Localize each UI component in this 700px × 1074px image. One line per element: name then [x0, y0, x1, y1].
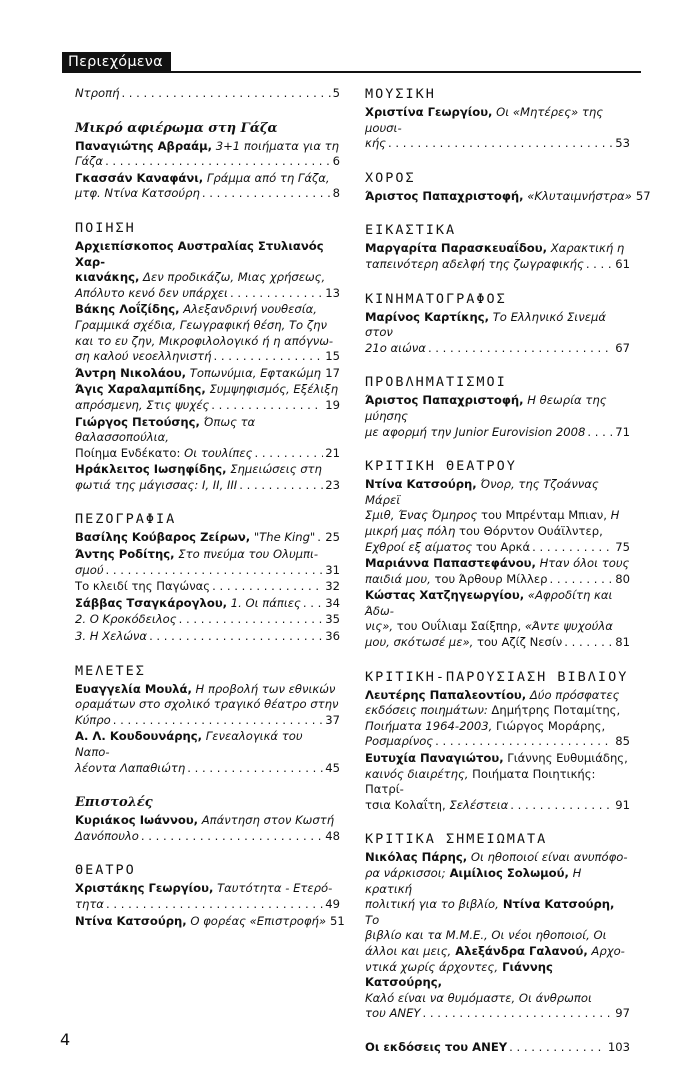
entry-page: 75: [615, 540, 630, 556]
entry-page: 85: [615, 734, 630, 750]
entry-author: Αρχιεπίσκοπος Αυστραλίας Στυλιανός Χαρ-: [75, 239, 340, 270]
entry-page: 48: [325, 829, 340, 845]
entry-title: απρόσμενη, Στις ψυχές: [75, 398, 209, 414]
dot-leader: [509, 1040, 606, 1056]
section-heading: Επιστολές: [75, 794, 340, 811]
dot-leader: [317, 530, 323, 546]
entry-author: Α. Λ. Κουδουνάρης,: [75, 729, 202, 743]
entry-title: άλλοι και μεις,: [365, 944, 451, 958]
entry-title: 3+1 ποιήματα για τη: [216, 139, 339, 153]
entry-author: Χριστάκης Γεωργίου,: [75, 881, 213, 895]
dot-leader: [202, 186, 331, 202]
section-heading: ΠΟΙΗΣΗ: [75, 220, 340, 237]
entry-title: "The King": [254, 530, 315, 544]
entry-title: Οι τουλίπες: [184, 446, 252, 460]
entry-title: Το Ελληνικό Σινεμά στον: [365, 310, 606, 340]
dot-leader: [428, 341, 613, 357]
entry-author: Κώστας Χατζηγεωργίου,: [365, 588, 524, 602]
entry-author: Άντρη Νικολάου,: [75, 366, 186, 380]
entry-author: Παναγιώτης Αβραάμ,: [75, 139, 212, 153]
entry-author: Νικόλας Πάρης,: [365, 850, 467, 864]
entry-title: Ένας Όμηρος: [398, 508, 477, 522]
toc-entry[interactable]: [75, 682, 340, 729]
toc-entry[interactable]: [365, 850, 630, 1022]
entry-title: παιδιά μου,: [365, 572, 431, 586]
section-eikastika: [365, 222, 630, 272]
dot-leader: [179, 612, 324, 628]
entry-title: Χαρακτική η: [551, 241, 625, 255]
entry-title: «Αφροδίτη και Άδω-: [365, 588, 612, 618]
entry-page: 25: [325, 530, 340, 546]
section-heading: ΜΟΥΣΙΚΗ: [365, 86, 630, 103]
section-poiisi: [75, 220, 340, 494]
toc-entry[interactable]: [75, 239, 340, 301]
entry-author: Άγις Χαραλαμπίδης,: [75, 382, 206, 396]
entry-title: Δανόπουλο: [75, 829, 139, 845]
entry-title: Ντροπή: [75, 86, 119, 102]
section-kritiki-theatrou: [365, 458, 630, 651]
entry-author: Ντίνα Κατσούρη,: [365, 477, 477, 491]
entry-title: Απάντηση στον Κωστή: [202, 813, 334, 827]
toc-entry[interactable]: [75, 579, 340, 595]
entry-title: Γάζα: [75, 154, 103, 170]
entry-page: 71: [615, 425, 630, 441]
toc-entry[interactable]: [75, 547, 340, 578]
entry-page: 51: [330, 914, 345, 930]
entry-author: Άντης Ροδίτης,: [75, 547, 175, 561]
entry-author: Χριστίνα Γεωργίου,: [365, 105, 492, 119]
entry-page: 36: [325, 629, 340, 645]
dot-leader: [212, 579, 323, 595]
entry-author: Ευτυχία Παναγιώτου,: [365, 751, 504, 765]
entry-text: του Αζίζ Νεσίν: [473, 635, 562, 649]
dot-leader: [106, 563, 324, 579]
entry-text: του Αρκά: [472, 540, 530, 554]
entry-text: τσια Κολαΐτη,: [365, 798, 446, 812]
dot-leader: [532, 540, 613, 556]
entry-author: Μαριάννα Παπαστεφάνου,: [365, 556, 536, 570]
section-heading: ΚΙΝΗΜΑΤΟΓΡΑΦΟΣ: [365, 291, 630, 308]
entry-author: Γιάννης Κατσούρης,: [365, 960, 553, 990]
section-heading: ΠΕΖΟΓΡΑΦΙΑ: [75, 511, 340, 528]
entry-page: 81: [615, 635, 630, 651]
entry-title: εκδόσεις ποιημάτων:: [365, 703, 488, 717]
entry-title: Αρχο-: [588, 944, 625, 958]
toc-entry[interactable]: [75, 382, 340, 413]
entry-title: Απόλυτο κενό δεν υπάρχει: [75, 286, 228, 302]
toc-entry[interactable]: [75, 629, 340, 645]
entry-title: βιβλίο και τα Μ.Μ.Ε., Οι νέοι ηθοποιοί, Οι: [365, 928, 630, 944]
entry-author: Μαρίνος Καρτίκης,: [365, 310, 489, 324]
left-column: [75, 86, 340, 947]
toc-entry[interactable]: [365, 105, 630, 152]
entry-page: 80: [615, 572, 630, 588]
entry-title: Σμιθ,: [365, 508, 394, 522]
entry-page: 97: [615, 1006, 630, 1022]
entry-text: του Άρθουρ Μίλλερ: [431, 572, 548, 586]
entry-title: Ποιήματα 1964-2003,: [365, 719, 492, 733]
dot-leader: [213, 349, 323, 365]
contents-tab: Περιεχόμενα: [62, 52, 171, 72]
dot-leader: [564, 635, 613, 651]
entry-page: 103: [608, 1040, 630, 1056]
section-kinimatografos: [365, 291, 630, 357]
entry-title: Η κρατική: [365, 866, 581, 896]
entry-page: 19: [325, 398, 340, 414]
section-kritiki-vivliou: [365, 669, 630, 814]
entry-title: ση καλού νεοελληνιστή: [75, 349, 211, 365]
toc-entry[interactable]: [75, 302, 340, 364]
entry-title: Καλό είναι να θυμόμαστε, Οι άνθρωποι: [365, 991, 630, 1007]
entry-title: Ροσμαρίνος: [365, 734, 433, 750]
entry-author: Γκασσάν Καναφάνι,: [75, 171, 203, 185]
entry-title: Συμψηφισμός, Εξέλιξη: [209, 382, 338, 396]
entry-text: Δημήτρης Ποταμίτης,: [488, 703, 620, 717]
entry-page: 45: [325, 761, 340, 777]
entry-page: 8: [333, 186, 340, 202]
entry-page: 57: [636, 189, 651, 205]
entry-page: 37: [325, 713, 340, 729]
section-heading: ΠΡΟΒΛΗΜΑΤΙΣΜΟΙ: [365, 374, 630, 391]
entry-title: Η: [607, 508, 619, 522]
entry-title: Δεν προδικάζω, Μιας χρήσεως,: [143, 270, 325, 284]
dot-leader: [149, 629, 323, 645]
dot-leader: [105, 154, 331, 170]
entry-page: 53: [615, 136, 630, 152]
dot-leader: [239, 478, 323, 494]
right-column: [365, 86, 630, 1074]
section-heading: ΧΟΡΟΣ: [365, 170, 630, 187]
entry-title: «Κλυταιμνήστρα»: [527, 189, 632, 203]
dot-leader: [211, 398, 323, 414]
entry-title: τητα: [75, 897, 104, 913]
entry-title: Η θεωρία της μύησης: [365, 393, 607, 423]
section-heading: Μικρό αφιέρωμα στη Γάζα: [75, 120, 340, 137]
toc-entry[interactable]: [365, 477, 630, 555]
toc-entry[interactable]: [365, 588, 630, 650]
entry-title: και το ευ ζην, Μικροφιλολογικό ή η απόγνω-: [75, 334, 340, 350]
entry-text: του Θόρντον Ουάϊλντερ,: [455, 524, 602, 538]
entry-title: Ταυτότητα - Ετερό-: [217, 881, 332, 895]
dot-leader: [586, 257, 613, 273]
entry-title: φωτιά της μάγισσας: I, II, III: [75, 478, 237, 494]
entry-title: Στο πνεύμα του Ολυμπι-: [178, 547, 318, 561]
entry-author: Άριστος Παπαχριστοφή,: [365, 189, 524, 203]
dot-leader: [550, 572, 614, 588]
entry-title: Σημειώσεις στη: [230, 462, 322, 476]
entry-author: κιανάκης,: [75, 270, 139, 284]
entry-title: Το: [365, 913, 379, 927]
section-pezografia: [75, 511, 340, 644]
entry-page: 5: [333, 86, 340, 102]
entry-title: Τοπωνύμια, Εφτακώμη: [190, 366, 321, 380]
entry-page: 6: [333, 154, 340, 170]
toc-entry[interactable]: [75, 139, 340, 170]
dot-leader: [254, 446, 323, 462]
toc-entry[interactable]: [75, 462, 340, 493]
toc-entry[interactable]: [365, 241, 630, 272]
entry-page: 23: [325, 478, 340, 494]
entry-title: Οι «Μητέρες» της μουσι-: [365, 105, 603, 135]
entry-title: Δύο πρόσφατες: [530, 688, 620, 702]
entry-title: Όπως τα θαλασσοπούλια,: [75, 415, 255, 445]
entry-title: Αλεξανδρινή νουθεσία,: [183, 302, 317, 316]
entry-title: κής: [365, 136, 386, 152]
contents-header: [62, 52, 641, 72]
toc-entry[interactable]: [75, 881, 340, 912]
entry-author: Ηράκλειτος Ιωσηφίδης,: [75, 462, 227, 476]
entry-author: Ντίνα Κατσούρη,: [499, 897, 615, 911]
entry-title: Το κλειδί της Παγώνας: [75, 579, 210, 595]
entry-page: 67: [615, 341, 630, 357]
entry-page: 21: [325, 446, 340, 462]
entry-title: Ο φορέας «Επιστροφή»: [190, 914, 326, 928]
toc-entry[interactable]: [75, 366, 340, 382]
section-intro: [75, 86, 340, 102]
entry-title: Σελέστεια: [446, 798, 509, 812]
dot-leader: [422, 1006, 613, 1022]
entry-title: Γενεαλογικά του Ναπο-: [75, 729, 303, 759]
entry-title: Όνορ, της Τζοάννας Μάρεϊ: [365, 477, 599, 507]
dot-leader: [141, 829, 323, 845]
entry-author: Βάκης Λοΐζίδης,: [75, 302, 180, 316]
entry-author: Οι εκδόσεις του ΑΝΕΥ: [365, 1040, 507, 1056]
toc-entry[interactable]: [75, 612, 340, 628]
entry-title: Ποίημα Ενδέκατο:: [75, 446, 180, 460]
entry-author: Γιώργος Πετούσης,: [75, 415, 200, 429]
entry-title: νις»,: [365, 619, 393, 633]
entry-title: σμού: [75, 563, 104, 579]
entry-title: 21ο αιώνα: [365, 341, 426, 357]
entry-title: Η προβολή των εθνικών: [196, 682, 336, 696]
toc-entry[interactable]: [75, 530, 340, 546]
toc-entry[interactable]: [365, 688, 630, 750]
entry-page: 34: [325, 596, 340, 612]
entry-title: «Άντε ψυχούλα: [521, 619, 613, 633]
entry-page: 61: [615, 257, 630, 273]
entry-page: 31: [325, 563, 340, 579]
entry-title: καινός διαιρέτης,: [365, 767, 468, 781]
entry-title: ταπεινότερη αδελφή της ζωγραφικής: [365, 257, 584, 273]
entry-author: Άριστος Παπαχριστοφή,: [365, 393, 524, 407]
toc-entry[interactable]: [365, 556, 630, 587]
entry-title: μικρή μας πόλη: [365, 524, 455, 538]
entry-title: Γραμμικά σχέδια, Γεωγραφική θέση, Το ζην: [75, 318, 340, 334]
dot-leader: [113, 713, 323, 729]
section-gaza: [75, 120, 340, 202]
section-heading: ΚΡΙΤΙΚΗ-ΠΑΡΟΥΣΙΑΣΗ ΒΙΒΛΙΟΥ: [365, 669, 630, 686]
entry-author: Ευαγγελία Μουλά,: [75, 682, 192, 696]
section-meletes: [75, 663, 340, 777]
section-ekdoseis: [365, 1040, 630, 1056]
entry-title: ρα νάρκισσοι;: [365, 866, 446, 880]
entry-text: του Ουΐλιαμ Σαίξπηρ,: [393, 619, 521, 633]
entry-title: 1. Οι πάπιες: [231, 596, 301, 610]
section-mousiki: [365, 86, 630, 152]
entry-title: με αφορμή την Junior Eurovision 2008: [365, 425, 585, 441]
section-provlimatismoi: [365, 374, 630, 440]
dot-leader: [106, 897, 323, 913]
header-rule: [62, 71, 641, 73]
toc-entry[interactable]: [75, 813, 340, 844]
entry-title: οραμάτων στο σχολικό τραγικό θέατρο στην: [75, 697, 340, 713]
entry-title: ντικά χωρίς άρχοντες,: [365, 960, 498, 974]
dot-leader: [121, 86, 330, 102]
toc-entry[interactable]: [75, 914, 340, 930]
entry-page: 13: [325, 286, 340, 302]
dot-leader: [435, 734, 613, 750]
entry-text: Ποιήματα Ποιητικής: Πατρί-: [365, 767, 595, 797]
dot-leader: [587, 425, 613, 441]
entry-author: Λευτέρης Παπαλεοντίου,: [365, 688, 526, 702]
entry-title: Εχθροί εξ αίματος: [365, 540, 472, 554]
toc-entry[interactable]: [365, 310, 630, 357]
section-heading: ΘΕΑΤΡΟ: [75, 862, 340, 879]
section-heading: ΚΡΙΤΙΚΑ ΣΗΜΕΙΩΜΑΤΑ: [365, 831, 630, 848]
toc-entry[interactable]: [365, 189, 630, 205]
entry-author: Κυριάκος Ιωάννου,: [75, 813, 198, 827]
section-heading: ΚΡΙΤΙΚΗ ΘΕΑΤΡΟΥ: [365, 458, 630, 475]
entry-title: του ΑΝΕΥ: [365, 1006, 420, 1022]
entry-title: 2. Ο Κροκόδειλος: [75, 612, 177, 628]
toc-entry[interactable]: [75, 596, 340, 612]
entry-author: Αιμίλιος Σολωμού,: [446, 866, 569, 880]
entry-title: μου, σκότωσέ με»,: [365, 635, 473, 649]
entry-title: λέοντα Λαπαθιώτη: [75, 761, 185, 777]
toc-entry[interactable]: [75, 86, 340, 102]
entry-author: Μαργαρίτα Παρασκευαΐδου,: [365, 241, 547, 255]
entry-title: Γράμμα από τη Γάζα,: [207, 171, 330, 185]
entry-page: 17: [325, 366, 340, 382]
entry-text: Γιάννης Ευθυμιάδης,: [504, 751, 628, 765]
entry-author: Ντίνα Κατσούρη,: [75, 914, 187, 928]
toc-entry[interactable]: [365, 751, 630, 813]
dot-leader: [230, 286, 323, 302]
entry-author: Σάββας Τσαγκάρογλου,: [75, 596, 227, 610]
entry-page: 91: [615, 798, 630, 814]
section-epistoles: [75, 794, 340, 844]
entry-title: Ηταν όλοι τους: [540, 556, 630, 570]
section-heading: ΜΕΛΕΤΕΣ: [75, 663, 340, 680]
section-kritika-simeiomata: [365, 831, 630, 1022]
entry-title: 3. Η Χελώνα: [75, 629, 147, 645]
entry-title: πολιτική για το βιβλίο,: [365, 897, 499, 911]
toc-entry[interactable]: [365, 1040, 630, 1056]
entry-text: Γιώργος Μοράρης,: [492, 719, 605, 733]
entry-page: 32: [325, 579, 340, 595]
entry-title: Κύπρο: [75, 713, 111, 729]
entry-author: Βασίλης Κούβαρος Ζείρων,: [75, 530, 250, 544]
entry-page: 49: [325, 897, 340, 913]
entry-title: Οι ηθοποιοί είναι ανυπόφο-: [467, 850, 627, 864]
toc-entry[interactable]: [365, 393, 630, 440]
entry-page: 35: [325, 612, 340, 628]
section-theatro: [75, 862, 340, 929]
section-xoros: [365, 170, 630, 205]
toc-entry[interactable]: [75, 415, 340, 462]
entry-title: μτφ. Ντίνα Κατσούρη: [75, 186, 200, 202]
dot-leader: [303, 596, 323, 612]
toc-entry[interactable]: [75, 729, 340, 776]
page-number: 4: [60, 1030, 70, 1049]
entry-text: του Μπρένταμ Μπιαν,: [477, 508, 607, 522]
section-heading: ΕΙΚΑΣΤΙΚΑ: [365, 222, 630, 239]
entry-page: 15: [325, 349, 340, 365]
dot-leader: [388, 136, 613, 152]
toc-entry[interactable]: [75, 171, 340, 202]
entry-author: Αλεξάνδρα Γαλανού,: [451, 944, 588, 958]
dot-leader: [187, 761, 323, 777]
dot-leader: [510, 798, 613, 814]
